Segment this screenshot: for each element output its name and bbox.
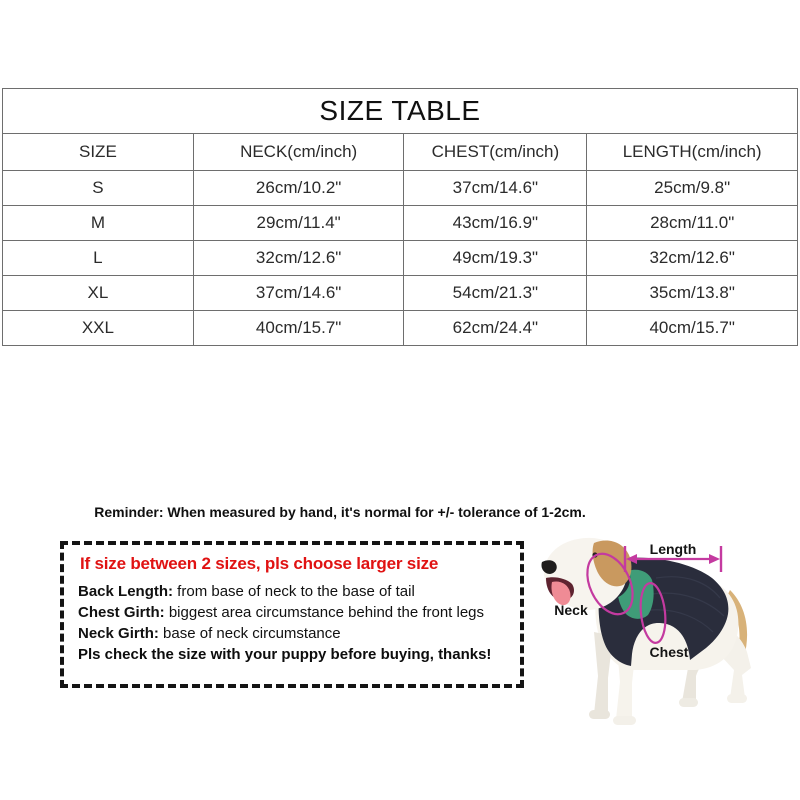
table-row-s bbox=[3, 171, 798, 206]
table-row-l bbox=[3, 241, 798, 276]
chest-cell: 37cm/14.6" bbox=[404, 171, 587, 206]
size-cell: S bbox=[3, 171, 194, 206]
back-length-label: Back Length: bbox=[78, 583, 174, 600]
note-line-back-length bbox=[78, 581, 514, 602]
neck-label: Neck bbox=[554, 602, 588, 618]
dog-photo bbox=[538, 518, 800, 732]
length-label: Length bbox=[649, 541, 697, 557]
size-table-title-row bbox=[3, 89, 798, 134]
size-cell: XL bbox=[3, 276, 194, 311]
chest-cell: 62cm/24.4" bbox=[404, 311, 587, 346]
length-cell: 32cm/12.6" bbox=[587, 241, 798, 276]
table-row-xxl bbox=[3, 311, 798, 346]
chest-cell: 43cm/16.9" bbox=[404, 206, 587, 241]
length-cell: 25cm/9.8" bbox=[587, 171, 798, 206]
page-title: SIZE TABLE bbox=[3, 89, 798, 134]
table-row-m bbox=[3, 206, 798, 241]
neck-girth-text: base of neck circumstance bbox=[158, 625, 341, 642]
tolerance-reminder-text: Reminder: When measured by hand, it's normal for +/- tolerance of 1-2cm. bbox=[94, 504, 586, 520]
size-cell: L bbox=[3, 241, 194, 276]
dog-nose bbox=[541, 560, 556, 574]
neck-girth-label: Neck Girth: bbox=[78, 625, 159, 642]
neck-cell: 40cm/15.7" bbox=[193, 311, 404, 346]
note-line-chest-girth bbox=[78, 602, 514, 623]
dog-rear-near-paw bbox=[727, 694, 747, 703]
length-cell: 35cm/13.8" bbox=[587, 276, 798, 311]
dog-measurement-diagram bbox=[538, 518, 800, 732]
size-table bbox=[2, 88, 798, 346]
neck-cell: 32cm/12.6" bbox=[193, 241, 404, 276]
col-header-size: SIZE bbox=[3, 134, 194, 171]
chest-girth-text: biggest area circumstance behind the front legs bbox=[164, 604, 485, 621]
size-cell: M bbox=[3, 206, 194, 241]
neck-cell: 29cm/11.4" bbox=[193, 206, 404, 241]
dog-front-far-paw bbox=[589, 710, 610, 719]
size-cell: XXL bbox=[3, 311, 194, 346]
note-headline: If size between 2 sizes, pls choose larger size bbox=[80, 554, 439, 573]
dog-front-near-paw bbox=[613, 716, 636, 725]
col-header-neck: NECK(cm/inch) bbox=[193, 134, 404, 171]
neck-cell: 26cm/10.2" bbox=[193, 171, 404, 206]
sizing-note-box bbox=[60, 541, 524, 688]
dog-rear-far-paw bbox=[679, 698, 698, 707]
neck-cell: 37cm/14.6" bbox=[193, 276, 404, 311]
chest-cell: 49cm/19.3" bbox=[404, 241, 587, 276]
chest-cell: 54cm/21.3" bbox=[404, 276, 587, 311]
back-length-text: from base of neck to the base of tail bbox=[173, 583, 415, 600]
table-row-xl bbox=[3, 276, 798, 311]
size-table-header-row bbox=[3, 134, 798, 171]
length-arrowhead-right bbox=[709, 554, 720, 564]
col-header-length: LENGTH(cm/inch) bbox=[587, 134, 798, 171]
col-header-chest: CHEST(cm/inch) bbox=[404, 134, 587, 171]
chest-girth-label: Chest Girth: bbox=[78, 604, 165, 621]
chest-label: Chest bbox=[649, 644, 689, 660]
note-footer: Pls check the size with your puppy before buying, thanks! bbox=[78, 646, 492, 663]
length-cell: 28cm/11.0" bbox=[587, 206, 798, 241]
length-cell: 40cm/15.7" bbox=[587, 311, 798, 346]
note-line-neck-girth bbox=[78, 623, 514, 644]
